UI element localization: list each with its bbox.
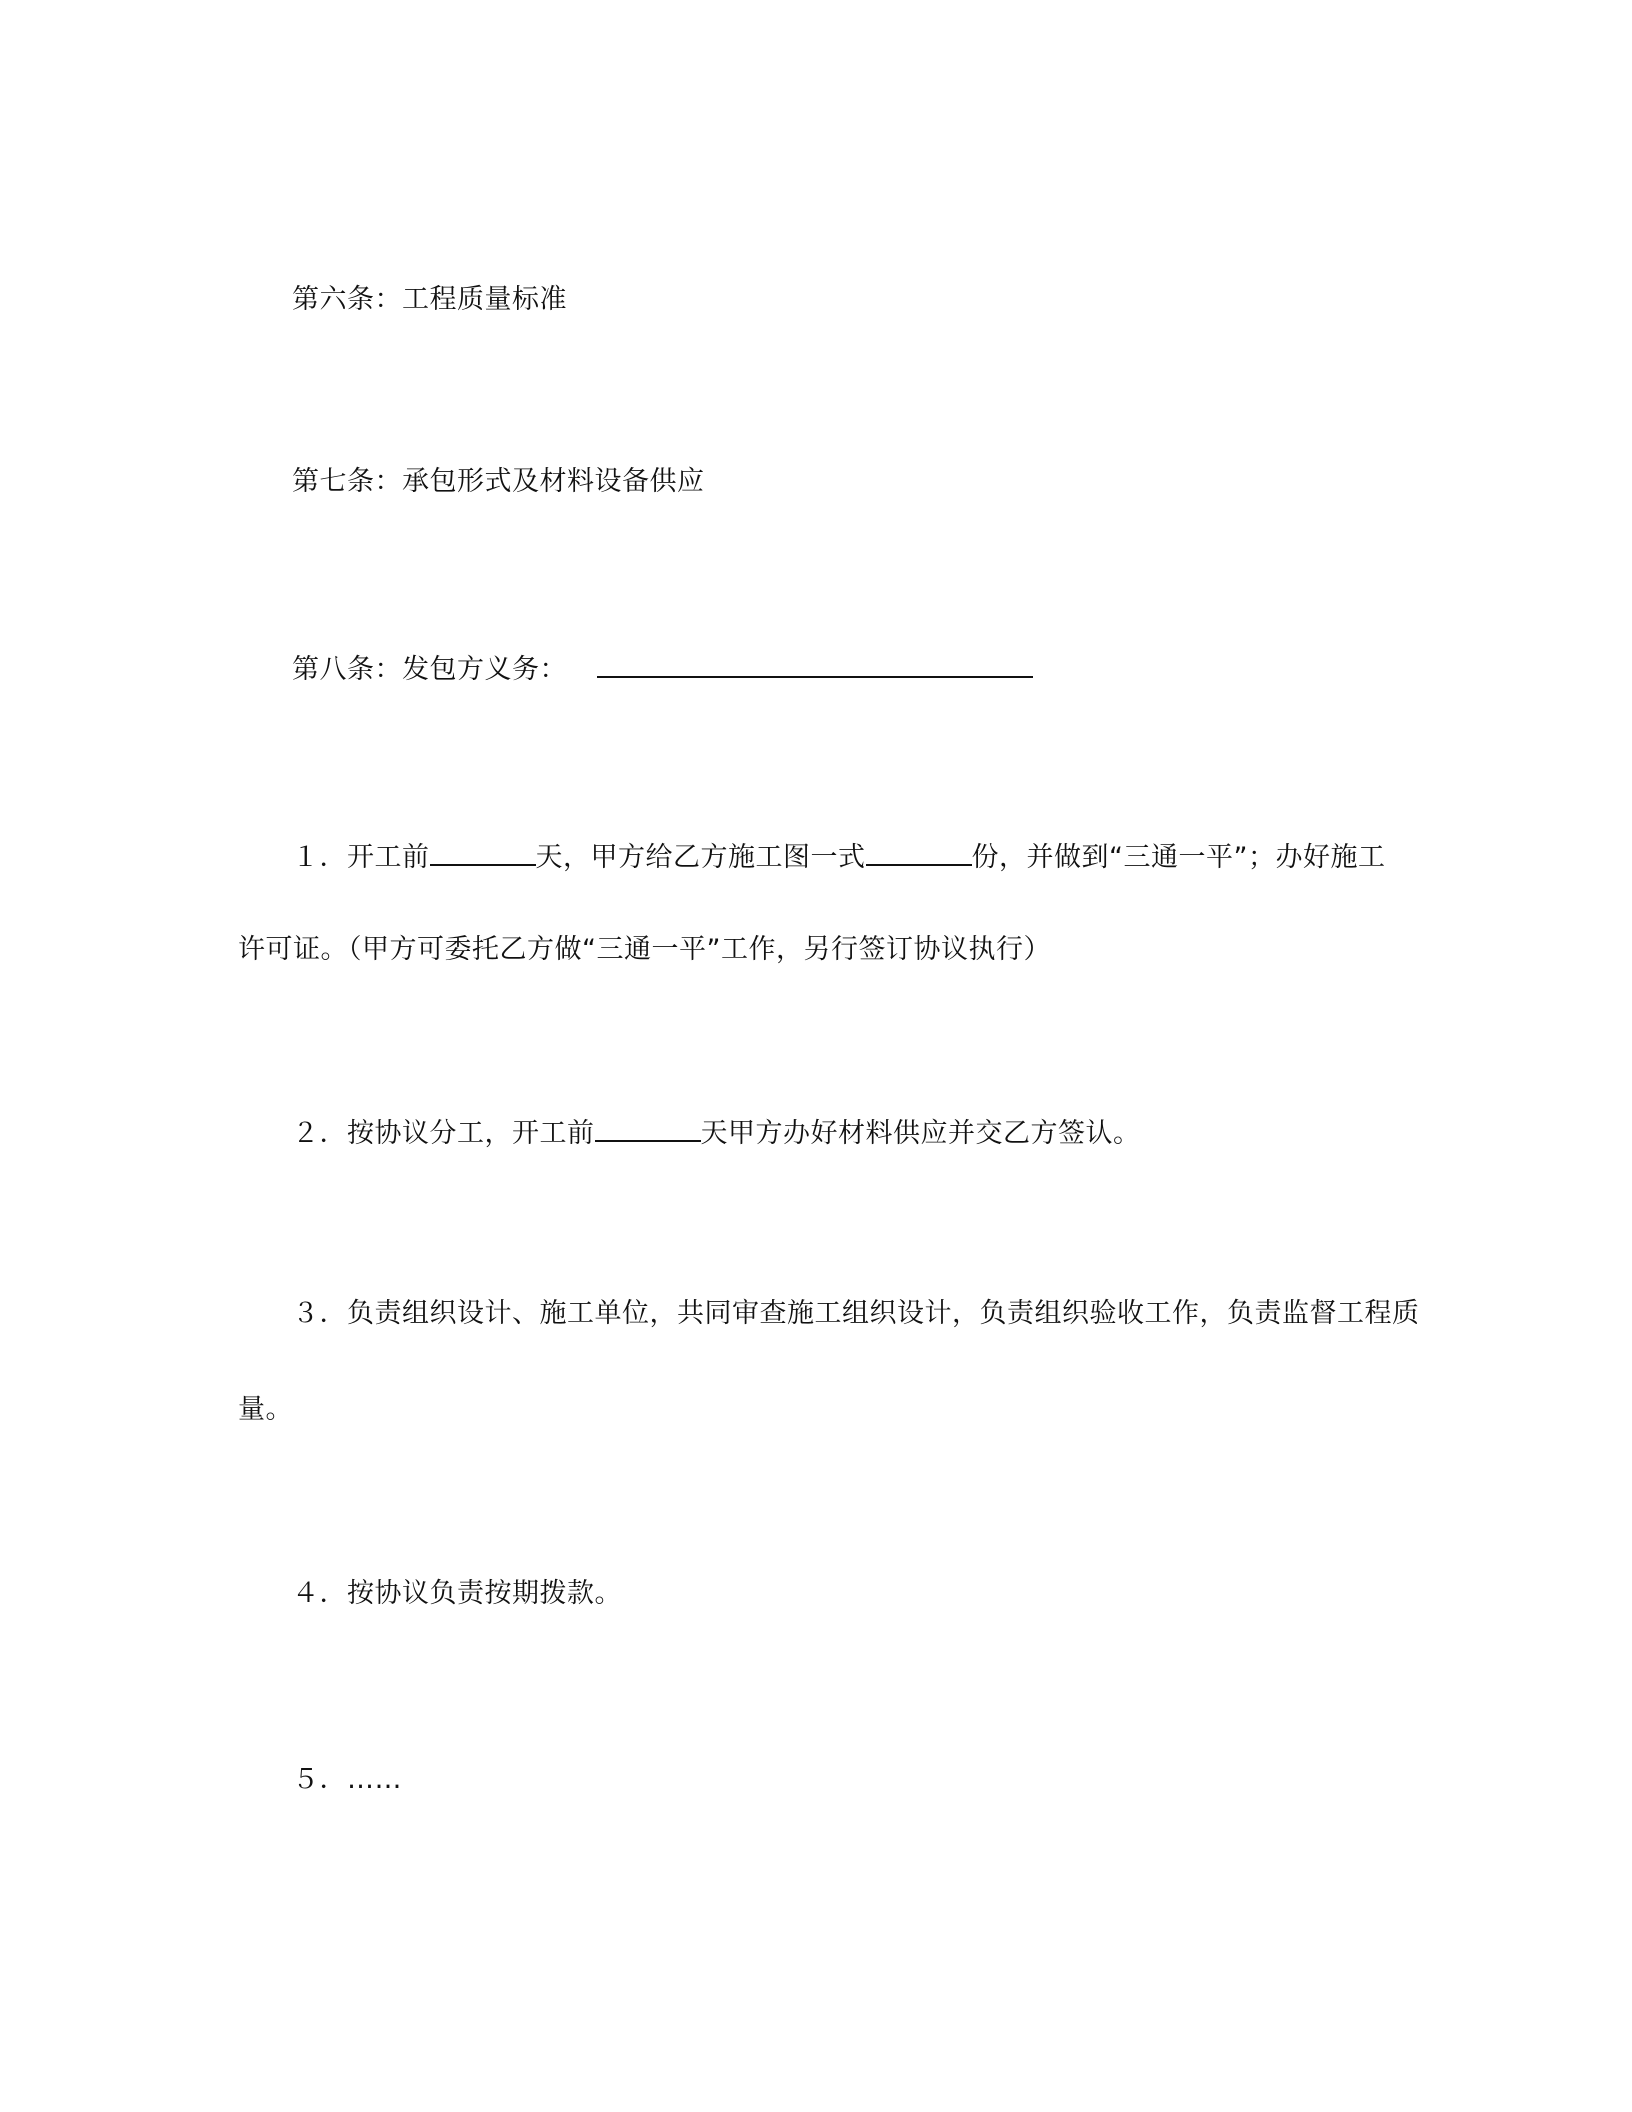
item-2-text-b: 天甲方办好材料供应并交乙方签认。 — [700, 1118, 1141, 1149]
item-4-line: ４．按协议负责按期拨款。 — [292, 1578, 622, 1609]
item-3-line-2: 量。 — [238, 1394, 293, 1425]
item-2-line — [292, 1112, 1141, 1152]
item-1-text-c: 份，并做到“三通一平”；办好施工 — [971, 842, 1386, 873]
item-2-text-a: ２．按协议分工，开工前 — [292, 1118, 595, 1149]
item-1-line-1 — [292, 836, 1385, 876]
item-1-days-blank — [430, 836, 536, 866]
article-7-heading: 第七条：承包形式及材料设备供应 — [292, 466, 705, 497]
item-3-line-1: ３．负责组织设计、施工单位，共同审查施工组织设计，负责组织验收工作，负责监督工程质 — [292, 1298, 1420, 1329]
item-2-days-blank — [595, 1112, 701, 1142]
article-8-heading — [292, 648, 1033, 688]
item-1-text-b: 天，甲方给乙方施工图一式 — [535, 842, 866, 873]
article-8-blank-field — [597, 648, 1033, 678]
item-1-line-2: 许可证。（甲方可委托乙方做“三通一平”工作，另行签订协议执行） — [238, 934, 1051, 965]
article-8-label: 第八条：发包方义务： — [292, 654, 567, 685]
item-1-copies-blank — [866, 836, 972, 866]
item-5-line: ５．…… — [292, 1764, 402, 1795]
article-6-heading: 第六条：工程质量标准 — [292, 284, 567, 315]
item-1-text-a: １．开工前 — [292, 842, 430, 873]
